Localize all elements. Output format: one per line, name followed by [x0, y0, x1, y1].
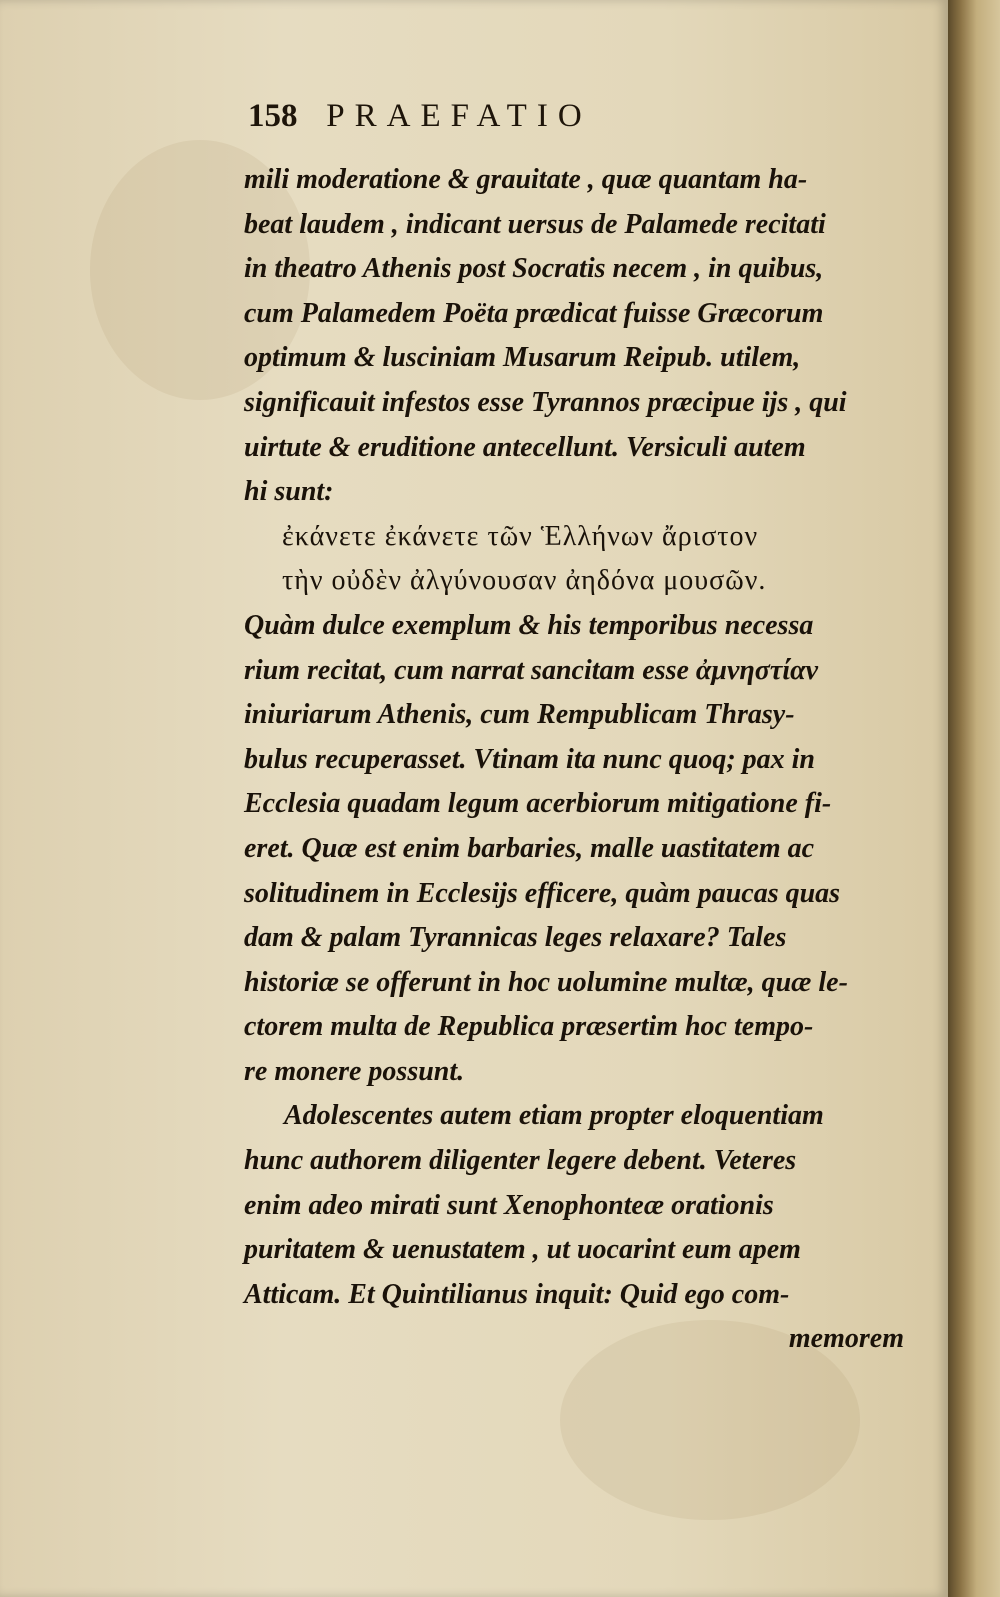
text-line: hi sunt: — [244, 476, 334, 508]
greek-verse-line: ἐκάνετε ἐκάνετε τῶν Ἑλλήνων ἄριστον — [282, 520, 759, 552]
page-number: 158 — [248, 98, 298, 134]
catchword: memorem — [788, 1323, 904, 1355]
text-line: cum Palamedem Poëta prædicat fuisse Græcorum — [244, 297, 824, 329]
text-line: beat laudem , indicant uersus de Palamede recitati — [244, 208, 826, 240]
page-header — [248, 98, 592, 135]
text-line: solitudinem in Ecclesijs efficere, quàm paucas quas — [244, 877, 841, 909]
text-line: iniuriarum Athenis, cum Rempublicam Thrasy- — [244, 699, 795, 731]
text-line: rium recitat, cum narrat sancitam esse ἀμνηστίαν — [244, 654, 818, 686]
text-line: hunc authorem diligenter legere debent. Veteres — [244, 1145, 797, 1177]
text-line: enim adeo mirati sunt Xenophonteæ orationis — [244, 1189, 774, 1221]
text-line: in theatro Athenis post Socratis necem , in quibus, — [244, 253, 824, 285]
text-line: uirtute & eruditione antecellunt. Versiculi autem — [244, 431, 806, 463]
text-line: Atticam. Et Quintilianus inquit: Quid ego com- — [244, 1278, 790, 1310]
text-line: Quàm dulce exemplum & his temporibus necessa — [244, 609, 814, 641]
paragraph-start-line: Adolescentes autem etiam propter eloquentiam — [284, 1100, 824, 1132]
text-line: eret. Quæ est enim barbaries, malle uastitatem ac — [244, 832, 815, 864]
text-line: puritatem & uenustatem , ut uocarint eum apem — [244, 1234, 801, 1266]
text-line: re monere possunt. — [244, 1055, 465, 1087]
greek-verse-line: τὴν οὐδὲν ἀλγύνουσαν ἀηδόνα μουσῶν. — [282, 565, 767, 597]
text-line: dam & palam Tyrannicas leges relaxare? Tales — [244, 922, 787, 954]
book-gutter — [948, 0, 1000, 1597]
text-line: bulus recuperasset. Vtinam ita nunc quoq; pax in — [244, 743, 816, 775]
text-line: ctorem multa de Republica præsertim hoc tempo- — [244, 1011, 814, 1043]
text-line: Ecclesia quadam legum acerbiorum mitigatione fi- — [244, 788, 832, 820]
text-line: significauit infestos esse Tyrannos præcipue ijs , qui — [244, 386, 847, 418]
running-title: PRAEFATIO — [326, 98, 592, 134]
text-line: historiæ se offerunt in hoc uolumine multæ, quæ le- — [244, 966, 848, 998]
text-line: optimum & lusciniam Musarum Reipub. utilem, — [244, 342, 801, 374]
body-text — [244, 158, 912, 1362]
text-line: mili moderatione & grauitate , quæ quantam ha- — [244, 164, 808, 195]
